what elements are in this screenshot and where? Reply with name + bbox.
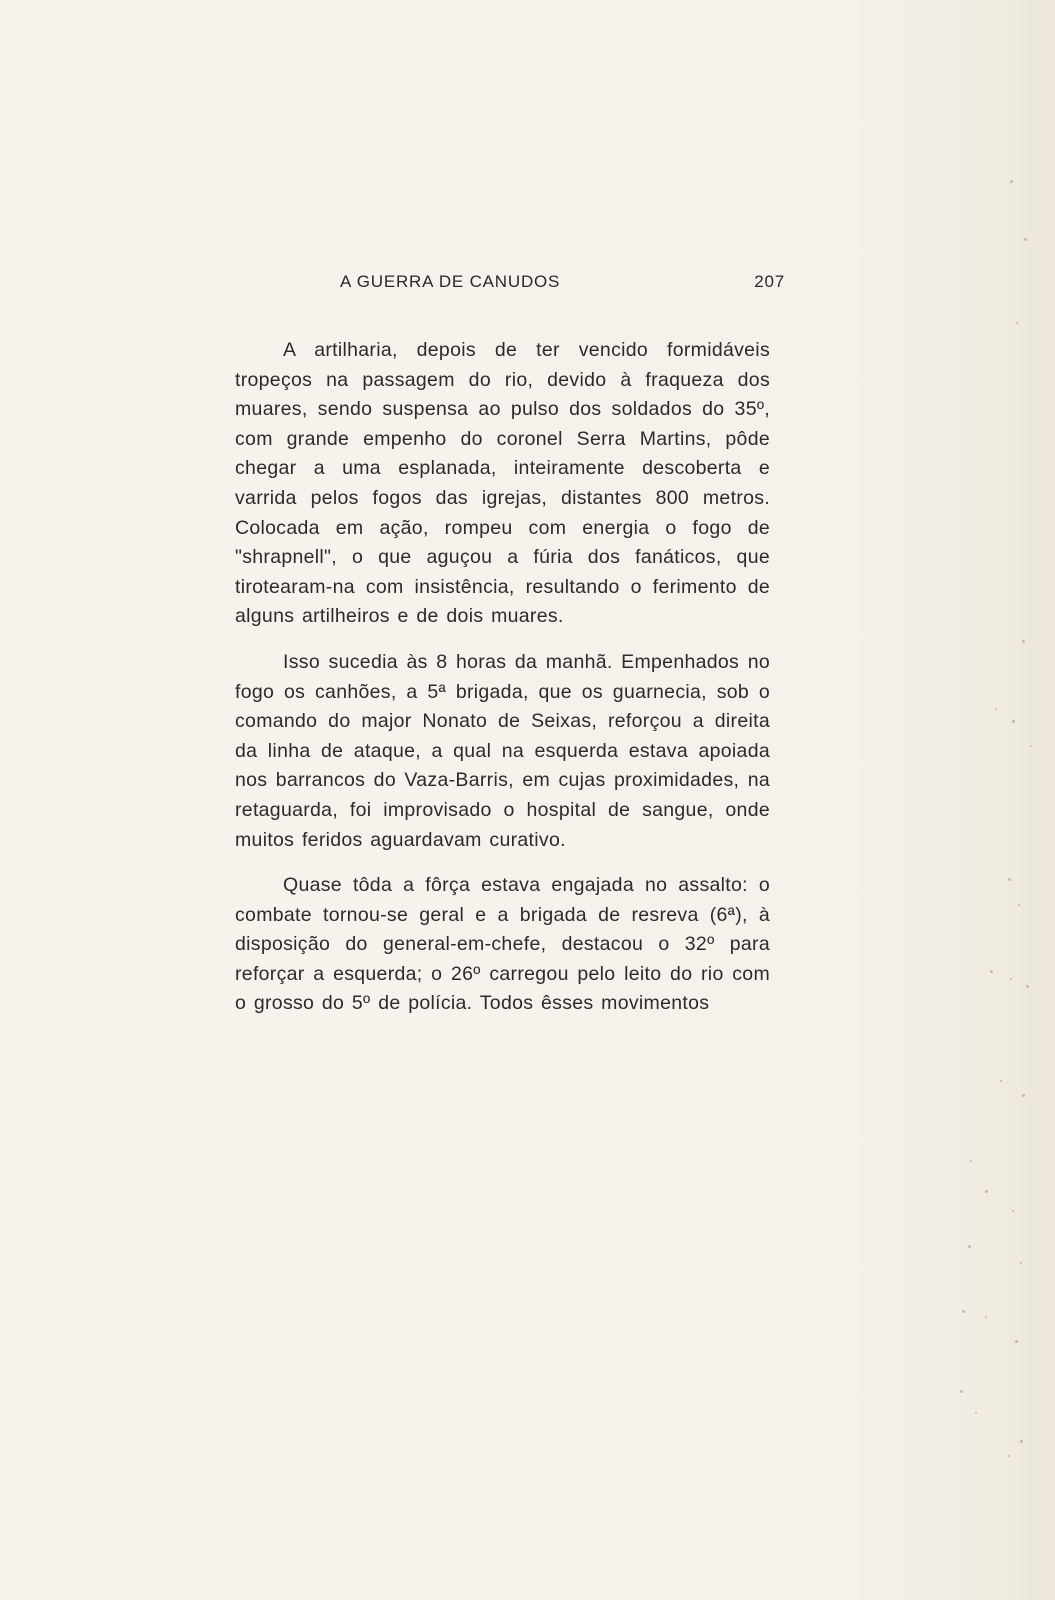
- body-text: [235, 336, 770, 1019]
- paragraph-2: Isso sucedia às 8 horas da manhã. Empenhados no fogo os canhões, a 5ª brigada, que os guarnecia, sob o comando do major Nonato de Seixas, reforçou a direita da linha de ataque, a qual na esquerda estava apoiada nos barrancos do Vaza-Barris, em cujas proximidades, na retaguarda, foi improvisado o hospital de sangue, onde muitos feridos aguardavam curativo.: [235, 650, 770, 851]
- paragraph-3: Quase tôda a fôrça estava engajada no assalto: o combate tornou-se geral e a brigada de resreva (6ª), à disposição do general-em-chefe, destacou o 32º para reforçar a esquerda; o 26º carregou pelo leito do rio com o grosso do 5º de polícia. Todos êsses movimentos: [235, 874, 770, 1015]
- page-header: [340, 272, 785, 296]
- page-number: 207: [754, 272, 785, 291]
- running-title: A GUERRA DE CANUDOS: [340, 272, 561, 291]
- paragraph-1: A artilharia, depois de ter vencido formidáveis tropeços na passagem do rio, devido à fraqueza dos muares, sendo suspensa ao pulso dos soldados do 35º, com grande empenho do coronel Serra Martins, pôde chegar a uma esplanada, inteiramente descoberta e varrida pelos fogos das igrejas, distantes 800 metros. Colocada em ação, rompeu com energia o fogo de "shrapnell", o que aguçou a fúria dos fanáticos, que tirotearam-na com insistência, resultando o ferimento de alguns artilheiros e de dois muares.: [235, 339, 770, 628]
